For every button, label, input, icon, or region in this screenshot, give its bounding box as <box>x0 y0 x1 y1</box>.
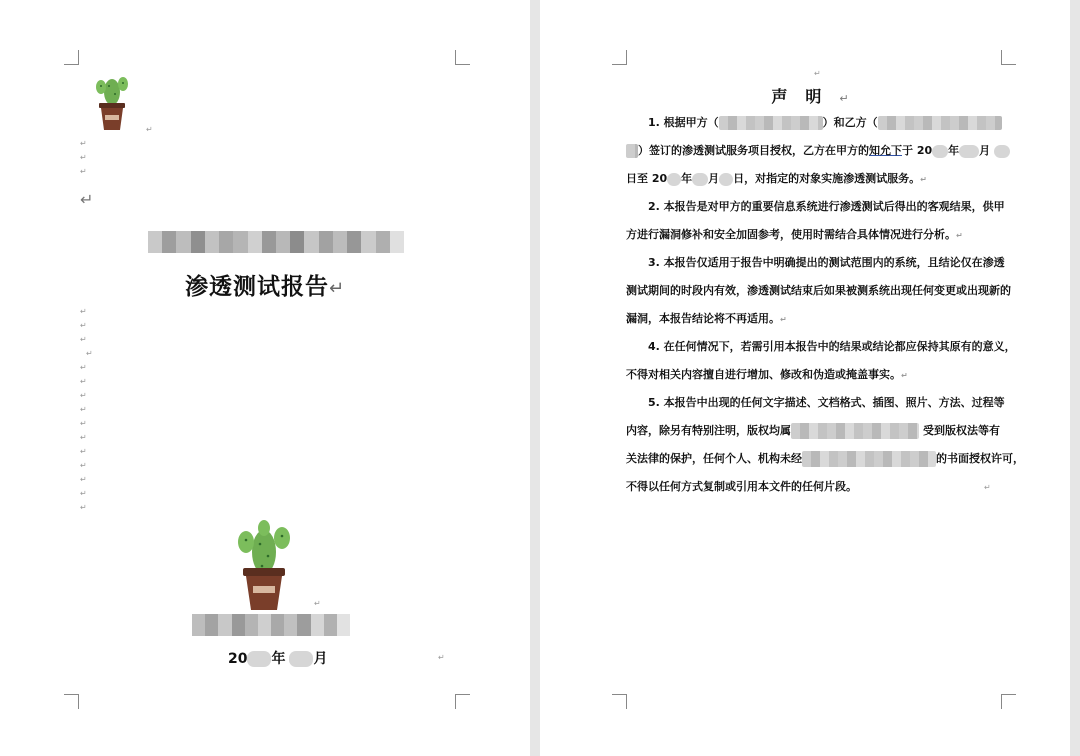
declaration-paragraph-2: 2. 本报告是对甲方的重要信息系统进行渗透测试后得出的客观结果，供甲 方进行漏洞修补和安全加固参考，使用时需结合具体情况进行分析。↵ <box>626 200 1005 241</box>
declaration-paragraph-1: 1. 根据甲方（ ）和乙方（ ）签订的渗透测试服务项目授权，乙方在甲方的知允下于 20 年 月 日至 20 年 月 日，对指定的对象实施渗透测试服务。↵ <box>626 109 1002 193</box>
paragraph-mark: ↵ <box>80 321 87 330</box>
paragraph-mark: ↵ <box>839 92 849 105</box>
paragraph-mark: ↵ <box>80 419 87 428</box>
margin-corner-top-left <box>64 50 79 65</box>
margin-corner-top-right <box>1001 50 1016 65</box>
paragraph-mark: ↵ <box>956 231 963 240</box>
declaration-page <box>540 0 1070 756</box>
paragraph-mark: ↵ <box>80 489 87 498</box>
paragraph-mark: ↵ <box>86 349 93 358</box>
declaration-paragraph-3: 3. 本报告仅适用于报告中明确提出的测试范围内的系统，且结论仅在渗透 测试期间的时段内有效，渗透测试结束后如果被测系统出现任何变更或出现新的 漏洞，本报告结论将不再适用。↵ <box>626 256 1011 325</box>
paragraph-mark: ↵ <box>80 503 87 512</box>
paragraph-mark: ↵ <box>80 461 87 470</box>
paragraph-mark: ↵ <box>80 391 87 400</box>
paragraph-mark: ↵ <box>920 175 927 184</box>
paragraph-mark: ↵ <box>80 475 87 484</box>
paragraph-mark: ↵ <box>814 69 821 78</box>
return-mark: ↵ <box>80 190 94 209</box>
margin-corner-bottom-right <box>1001 694 1016 709</box>
report-title: 渗透测试报告↵ <box>184 274 346 300</box>
paragraph-mark: ↵ <box>80 335 87 344</box>
paragraph-mark: ↵ <box>146 125 153 134</box>
paragraph-mark: ↵ <box>314 599 321 608</box>
report-date: 20 年 月 <box>228 651 328 667</box>
declaration-paragraph-5: 5. 本报告中出现的任何文字描述、文档格式、插图、照片、方法、过程等 内容，除另有特别注明，版权均属 受到版权法等有 关法律的保护，任何个人、机构未经 的书面授权许可， 不得以任何方式复制或引用本文件的任何片段。 <box>626 396 1024 493</box>
redacted-company-name <box>148 231 404 253</box>
declaration-title: 声明↵ <box>771 87 849 106</box>
margin-corner-top-right <box>455 50 470 65</box>
cactus-pot-icon <box>232 518 296 614</box>
redacted-company-name <box>192 614 350 636</box>
paragraph-mark: ↵ <box>80 433 87 442</box>
paragraph-mark: ↵ <box>780 315 787 324</box>
margin-corner-bottom-left <box>612 694 627 709</box>
paragraph-mark: ↵ <box>80 307 87 316</box>
margin-corner-bottom-right <box>455 694 470 709</box>
margin-corner-top-left <box>612 50 627 65</box>
return-mark: ↵ <box>328 278 346 299</box>
margin-corner-bottom-left <box>64 694 79 709</box>
paragraph-mark: ↵ <box>80 447 87 456</box>
cactus-pot-icon <box>92 72 132 134</box>
cover-page <box>0 0 530 756</box>
paragraph-mark: ↵ <box>80 405 87 414</box>
paragraph-mark: ↵ <box>80 377 87 386</box>
declaration-paragraph-4: 4. 在任何情况下，若需引用本报告中的结果或结论都应保持其原有的意义， 不得对相关内容擅自进行增加、修改和伪造或掩盖事实。↵ <box>626 340 1016 381</box>
paragraph-mark: ↵ <box>80 139 87 148</box>
paragraph-mark: ↵ <box>80 167 87 176</box>
paragraph-mark: ↵ <box>984 483 991 492</box>
paragraph-mark: ↵ <box>80 363 87 372</box>
paragraph-mark: ↵ <box>80 153 87 162</box>
paragraph-mark: ↵ <box>438 653 445 662</box>
paragraph-mark: ↵ <box>901 371 908 380</box>
